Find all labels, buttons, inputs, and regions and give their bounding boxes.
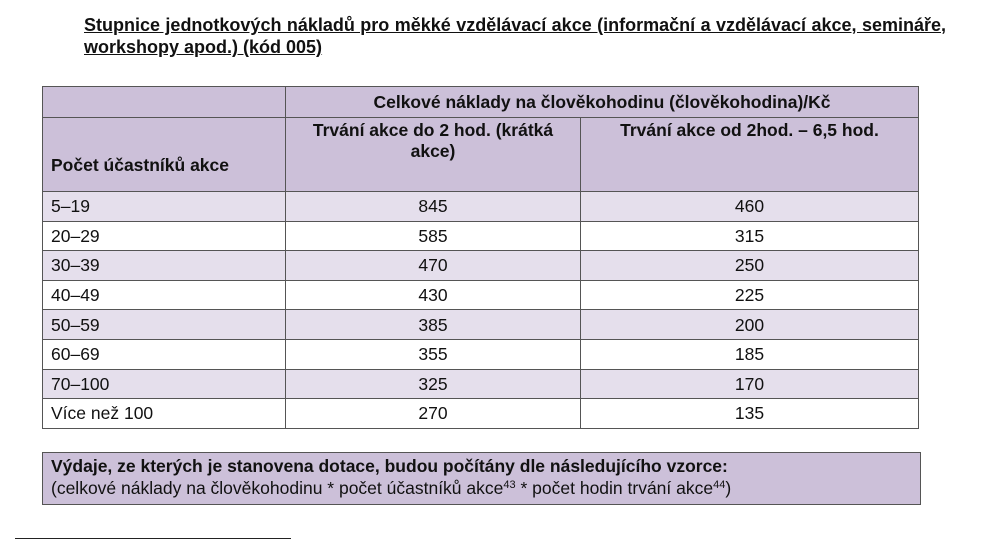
long-cost-cell: 200 bbox=[581, 310, 919, 340]
table-header-sub-row bbox=[43, 118, 919, 192]
formula-part-3: ) bbox=[725, 478, 732, 498]
table-row bbox=[43, 399, 919, 429]
long-cost-cell: 170 bbox=[581, 369, 919, 399]
long-cost-cell: 135 bbox=[581, 399, 919, 429]
participants-range-cell: 5–19 bbox=[43, 192, 286, 222]
participants-range-cell: 60–69 bbox=[43, 339, 286, 369]
table-row bbox=[43, 280, 919, 310]
table-row bbox=[43, 339, 919, 369]
participants-range-cell: 70–100 bbox=[43, 369, 286, 399]
table-row bbox=[43, 251, 919, 281]
table-row bbox=[43, 192, 919, 222]
footnote-separator bbox=[15, 538, 291, 539]
long-cost-cell: 185 bbox=[581, 339, 919, 369]
short-cost-cell: 325 bbox=[286, 369, 581, 399]
participants-range-cell: 20–29 bbox=[43, 221, 286, 251]
table-row bbox=[43, 369, 919, 399]
short-cost-cell: 430 bbox=[286, 280, 581, 310]
header-cost-per-person-hour: Celkové náklady na člověkohodinu (člověkohodina)/Kč bbox=[286, 87, 919, 118]
participants-range-cell: Více než 100 bbox=[43, 399, 286, 429]
participants-range-cell: 30–39 bbox=[43, 251, 286, 281]
formula-box bbox=[42, 452, 921, 505]
short-cost-cell: 845 bbox=[286, 192, 581, 222]
header-short-event: Trvání akce do 2 hod. (krátká akce) bbox=[286, 118, 581, 192]
document-title: Stupnice jednotkových nákladů pro měkké vzdělávací akce (informační a vzdělávací akce, semináře, workshopy apod.) (kód 005) bbox=[84, 15, 946, 57]
short-cost-cell: 385 bbox=[286, 310, 581, 340]
footnote-ref-43[interactable]: 43 bbox=[503, 479, 516, 491]
formula-part-1: (celkové náklady na člověkohodinu * počet účastníků akce bbox=[51, 478, 504, 498]
short-cost-cell: 355 bbox=[286, 339, 581, 369]
short-cost-cell: 270 bbox=[286, 399, 581, 429]
long-cost-cell: 225 bbox=[581, 280, 919, 310]
table-row bbox=[43, 221, 919, 251]
formula-expression bbox=[51, 477, 912, 499]
header-long-event: Trvání akce od 2hod. – 6,5 hod. bbox=[581, 118, 919, 192]
long-cost-cell: 460 bbox=[581, 192, 919, 222]
unit-cost-table bbox=[42, 86, 919, 429]
header-participants: Počet účastníků akce bbox=[43, 118, 286, 192]
header-blank-cell bbox=[43, 87, 286, 118]
participants-range-cell: 40–49 bbox=[43, 280, 286, 310]
short-cost-cell: 585 bbox=[286, 221, 581, 251]
formula-part-2: * počet hodin trvání akce bbox=[515, 478, 714, 498]
participants-range-cell: 50–59 bbox=[43, 310, 286, 340]
table-row bbox=[43, 310, 919, 340]
long-cost-cell: 250 bbox=[581, 251, 919, 281]
short-cost-cell: 470 bbox=[286, 251, 581, 281]
table-header-top-row bbox=[43, 87, 919, 118]
footnote-ref-44[interactable]: 44 bbox=[713, 479, 726, 491]
formula-heading: Výdaje, ze kterých je stanovena dotace, budou počítány dle následujícího vzorce: bbox=[51, 456, 728, 476]
long-cost-cell: 315 bbox=[581, 221, 919, 251]
